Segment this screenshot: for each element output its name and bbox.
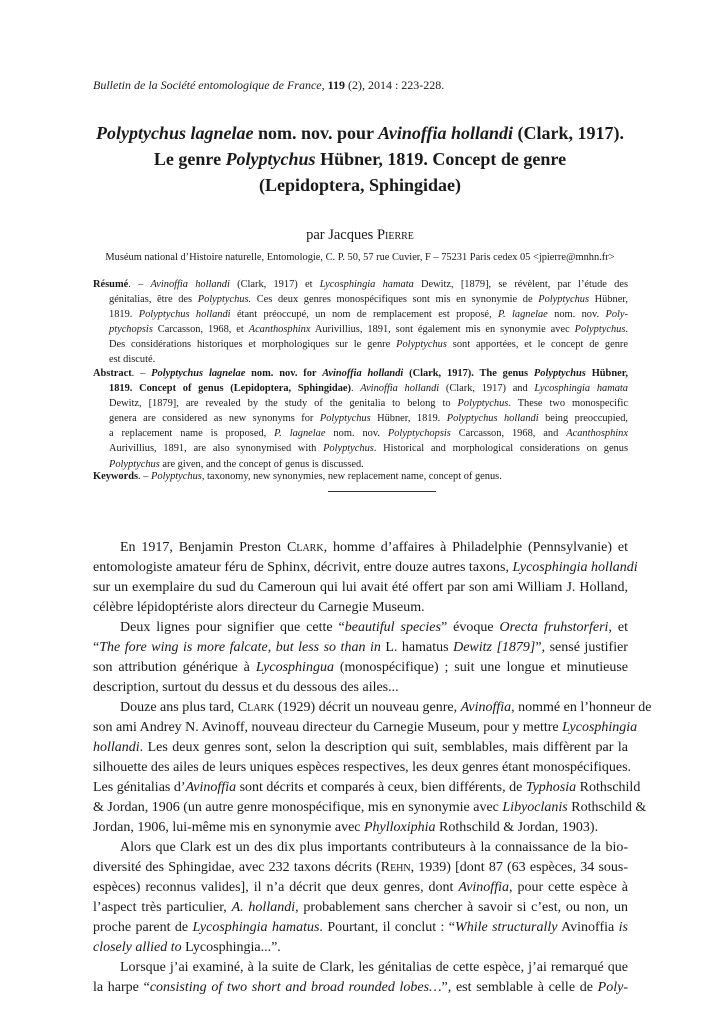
- title-taxon-1: Polyptychus lagnelae: [95, 123, 254, 143]
- title-text-3: Le genre: [153, 149, 226, 169]
- body-line: [93, 658, 628, 678]
- text-run: nom. nov.: [547, 309, 606, 321]
- body-line: [93, 558, 638, 578]
- text-run: 1819. Concept of genus (Lepidoptera, Sphingidae): [109, 383, 351, 395]
- text-run: Avinoffia: [557, 920, 619, 935]
- text-run: Rothschild & Jordan, 1903).: [435, 820, 599, 835]
- text-run: description, surtout du dessus et du dessous des ailes...: [93, 680, 399, 695]
- text-run: (Clark, 1917). The genus: [403, 368, 534, 379]
- text-run: espèces) reconnus valides], il n’a décrit que deux genres, dont: [93, 880, 459, 895]
- body-line: [93, 818, 628, 838]
- journal-citation: [93, 78, 444, 93]
- body-line: [93, 838, 628, 858]
- text-run: silhouette des ailes de leurs uniques espèces respectives, les deux genres étant monospécifiques.: [93, 760, 632, 775]
- author-surname: Pierre: [376, 227, 414, 243]
- text-run: nom. nov. for: [245, 368, 323, 379]
- text-run: Lycosphingia...”.: [181, 940, 281, 955]
- author-prefix: par Jacques: [306, 227, 377, 243]
- text-run: Poly-: [605, 309, 628, 321]
- text-run: Carcasson, 1968, et: [152, 324, 249, 336]
- resume-line: [93, 277, 628, 292]
- text-run: étant préoccupé, un nom de remplacement est proposé,: [230, 309, 498, 321]
- text-run: Acanthosphinx: [248, 324, 311, 336]
- text-run: A. hollandi: [231, 900, 296, 915]
- body-line: [93, 878, 628, 898]
- text-run: Lycosphingia hamata: [534, 383, 628, 395]
- title-text-2: (Clark, 1917).: [513, 123, 625, 143]
- text-run: génitalias, être des: [109, 294, 198, 306]
- text-run: Orecta fruhstorferi: [499, 620, 609, 635]
- text-run: Aurivillius, 1891, sont également mis en synonymie avec: [310, 324, 575, 336]
- body-line: [93, 918, 628, 938]
- text-run: “: [93, 640, 100, 655]
- body-line: [93, 798, 647, 818]
- body-line: [93, 738, 628, 758]
- text-run: .: [350, 383, 361, 395]
- text-run: . –: [131, 368, 152, 379]
- text-run: Avinoffia hollandi: [322, 368, 404, 379]
- body-line: [93, 778, 641, 798]
- text-run: Ces deux genres monospécifiques sont mis en synonymie de: [251, 294, 539, 306]
- text-run: Avinoffia hollandi: [360, 383, 440, 395]
- keywords-line: [93, 469, 628, 484]
- body-line: [93, 698, 652, 718]
- body-line: [93, 978, 628, 998]
- text-run: Dewitz, [1879], are revealed by the study of the genitalia to belong to: [109, 398, 458, 410]
- resume-line: [93, 337, 628, 352]
- abstract-line: [93, 381, 628, 396]
- text-run: , et: [608, 620, 629, 635]
- text-run: Rothschild &: [567, 800, 647, 815]
- text-run: Lycosphingia: [562, 720, 638, 735]
- text-run: sont décrits et comparés à ceux, bien différents, de: [236, 780, 526, 795]
- text-run: . Les deux genres sont, selon la description qui suit, semblables, mais diffèrent par la: [139, 740, 628, 755]
- text-run: Polyptychus hollandi: [138, 309, 231, 321]
- text-run: ”, est semblable à celle de: [441, 980, 598, 995]
- text-run: Clark: [287, 540, 324, 555]
- text-run: Aurivillius, 1891, are also synonymised with: [109, 443, 324, 455]
- text-run: nom. nov.: [325, 428, 388, 440]
- body-line: [93, 938, 628, 958]
- resume-line: [93, 307, 628, 322]
- title-line-3: (Lepidoptera, Sphingidae): [258, 175, 462, 195]
- text-run: Lycosphingia hollandi: [512, 560, 638, 575]
- text-run: Des considérations historiques et morphologiques sur le genre: [109, 339, 397, 351]
- text-run: hollandi: [93, 740, 140, 755]
- affiliation: Muséum national d’Histoire naturelle, Entomologie, C. P. 50, 57 rue Cuvier, F – 75231 Paris cedex 05 <jpierre@mnhn.fr>: [105, 252, 615, 263]
- text-run: Polyptychus.: [197, 294, 252, 306]
- title-taxon-2: Avinoffia hollandi: [378, 123, 514, 143]
- text-run: Résumé: [93, 279, 129, 290]
- text-run: Lycosphingua: [255, 660, 334, 675]
- text-run: Polyptychus hollandi: [446, 413, 539, 425]
- text-run: Polyptychus: [151, 471, 202, 482]
- text-run: , homme d’affaires à Philadelphie (Pennsylvanie) et: [323, 540, 628, 555]
- text-run: Avinoffia: [458, 880, 509, 895]
- abstract-line: [93, 366, 628, 381]
- title-taxon-3: Polyptychus: [225, 149, 316, 169]
- text-run: being preoccupied,: [538, 413, 628, 425]
- text-run: ”, sensé justifier: [535, 640, 628, 655]
- text-run: Polyptychus: [323, 443, 374, 455]
- abstract-section: [93, 366, 628, 472]
- title-line-1: [60, 120, 660, 146]
- body-line: [93, 758, 632, 778]
- text-run: ptychopsis: [109, 324, 153, 336]
- text-run: Avinoffia hollandi: [150, 279, 230, 290]
- abstract-line: [93, 441, 628, 456]
- text-run: (Clark, 1917) and: [439, 383, 535, 395]
- text-run: entomologiste amateur féru de Sphinx, décrivit, entre douze autres taxons,: [93, 560, 513, 575]
- body-line: [93, 958, 628, 978]
- text-run: Polyptychopsis: [387, 428, 451, 440]
- text-run: sont apportées, et le concept de genre: [446, 339, 628, 351]
- text-run: Polyptychus: [319, 413, 371, 425]
- text-run: Polyptychus: [109, 458, 160, 470]
- text-run: Hübner, 1819.: [370, 413, 447, 425]
- text-run: While structurally: [455, 920, 558, 935]
- resume-line: [93, 292, 628, 307]
- text-run: Polyptychus: [538, 294, 590, 306]
- text-run: Phylloxiphia: [364, 820, 436, 835]
- text-run: beautiful species: [344, 620, 441, 635]
- text-run: .: [625, 324, 628, 336]
- abstract-line: [93, 426, 628, 441]
- text-run: Deux lignes pour signifier que cette “: [120, 620, 345, 635]
- text-run: Hübner,: [585, 368, 628, 379]
- text-run: Lorsque j’ai examiné, à la suite de Clark, les génitalias de cette espèce, j’ai remarqué que: [120, 960, 628, 975]
- text-run: 1819.: [109, 309, 139, 321]
- text-run: are given, and the concept of genus is discussed.: [159, 458, 364, 470]
- text-run: la harpe “: [93, 980, 150, 995]
- text-run: closely allied to: [93, 940, 182, 955]
- journal-issue-pages: (2), 2014 : 223-228.: [347, 78, 445, 92]
- title-line-2: [60, 146, 660, 172]
- text-run: Polyptychus lagnelae: [151, 368, 246, 379]
- body-text: [93, 538, 652, 998]
- text-run: a replacement name is proposed,: [109, 428, 275, 440]
- text-run: , nommé en l’honneur de: [511, 700, 652, 715]
- text-run: . –: [128, 279, 151, 290]
- text-run: Polyptychus: [574, 324, 626, 336]
- text-run: , taxonomy, new synonymies, new replacement name, concept of genus.: [201, 471, 502, 482]
- text-run: . These two monospecific: [508, 398, 628, 410]
- text-run: Polyptychus: [533, 368, 586, 379]
- text-run: , pour cette espèce à: [508, 880, 628, 895]
- text-run: Hübner,: [589, 294, 628, 306]
- text-run: genera are considered as new synonyms for: [109, 413, 320, 425]
- text-run: (monospécifique) ; suit une longue et minutieuse: [333, 660, 629, 675]
- body-line: [93, 538, 628, 558]
- resume-line: [93, 322, 628, 337]
- text-run: ” évoque: [440, 620, 500, 635]
- text-run: Les génitalias d’: [93, 780, 186, 795]
- text-run: En 1917, Benjamin Preston: [120, 540, 287, 555]
- text-run: . –: [138, 471, 152, 482]
- text-run: son attribution générique à: [93, 660, 256, 675]
- text-run: & Jordan, 1906 (un autre genre monospécifique, mis en synonymie avec: [93, 800, 503, 815]
- text-run: diversité des Sphingidae, avec 232 taxons décrits (: [93, 860, 381, 875]
- body-line: [93, 678, 628, 698]
- section-divider: [328, 491, 436, 492]
- body-line: [93, 578, 628, 598]
- journal-name: Bulletin de la Société entomologique de France,: [93, 78, 325, 92]
- text-run: Carcasson, 1968, and: [450, 428, 567, 440]
- body-line: [93, 858, 628, 878]
- text-run: sur un exemplaire du sud du Cameroun qui lui avait été offert par son ami William J. Holland,: [93, 580, 628, 595]
- text-run: proche parent de: [93, 920, 193, 935]
- text-run: Clark: [237, 700, 275, 715]
- abstract-line: [93, 396, 628, 411]
- text-run: L. hamatus: [380, 640, 454, 655]
- text-run: Avinoffia: [185, 780, 237, 795]
- text-run: Lycosphingia hamatus: [192, 920, 320, 935]
- text-run: Acanthosphinx: [566, 428, 628, 440]
- author-line: [60, 227, 660, 244]
- resume-section: [93, 277, 628, 368]
- text-run: , probablement sans chercher à savoir si c’est, ou non, un: [295, 900, 628, 915]
- text-run: Rehn: [380, 860, 411, 875]
- text-run: consisting of two short and broad rounded lobes…: [149, 980, 442, 995]
- text-run: P. lagnelae: [498, 309, 548, 321]
- keywords-section: [93, 469, 628, 484]
- text-run: son ami Andrey N. Avinoff, nouveau directeur du Carnegie Museum, pour y mettre: [93, 720, 563, 735]
- title-text-1: nom. nov. pour: [253, 123, 379, 143]
- text-run: . Pourtant, il conclut : “: [319, 920, 456, 935]
- body-line: [93, 718, 638, 738]
- text-run: (1929) décrit un nouveau genre,: [274, 700, 461, 715]
- text-run: Libyoclanis: [502, 800, 568, 815]
- text-run: Avinoffia: [460, 700, 512, 715]
- text-run: l’aspect très particulier,: [93, 900, 232, 915]
- body-line: [93, 638, 628, 658]
- body-line: [93, 898, 628, 918]
- abstract-line: [93, 411, 628, 426]
- text-run: Dewitz [1879]: [453, 640, 536, 655]
- text-run: P. lagnelae: [274, 428, 326, 440]
- text-run: Polyptychus: [457, 398, 509, 410]
- body-line: [93, 598, 628, 618]
- text-run: Abstract: [93, 368, 132, 379]
- text-run: Alors que Clark est un des dix plus importants contributeurs à la connaissance de la bio-: [120, 840, 628, 855]
- title-text-4: Hübner, 1819. Concept de genre: [315, 149, 567, 169]
- text-run: est discuté.: [109, 354, 156, 366]
- text-run: . Historical and morphological considerations on genus: [373, 443, 628, 455]
- body-line: [93, 618, 628, 638]
- text-run: Poly-: [597, 980, 628, 995]
- text-run: Polyptychus: [396, 339, 447, 351]
- text-run: Typhosia: [525, 780, 577, 795]
- text-run: The fore wing is more falcate, but less so than in: [99, 640, 381, 655]
- text-run: célèbre lépidoptériste alors directeur du Carnegie Museum.: [93, 600, 425, 615]
- text-run: Rothschild: [576, 780, 641, 795]
- text-run: Douze ans plus tard,: [120, 700, 238, 715]
- text-run: Jordan, 1906, lui-même mis en synonymie avec: [93, 820, 364, 835]
- journal-volume: 119: [327, 78, 345, 92]
- text-run: Keywords: [93, 471, 139, 482]
- text-run: Dewitz, [1879], se révèlent, par l’étude des: [413, 279, 628, 290]
- article-title: [60, 120, 660, 198]
- text-run: (Clark, 1917) et: [229, 279, 320, 290]
- text-run: , 1939) [dont 87 (63 espèces, 34 sous-: [410, 860, 628, 875]
- text-run: is: [618, 920, 628, 935]
- text-run: Lycosphingia hamata: [319, 279, 414, 290]
